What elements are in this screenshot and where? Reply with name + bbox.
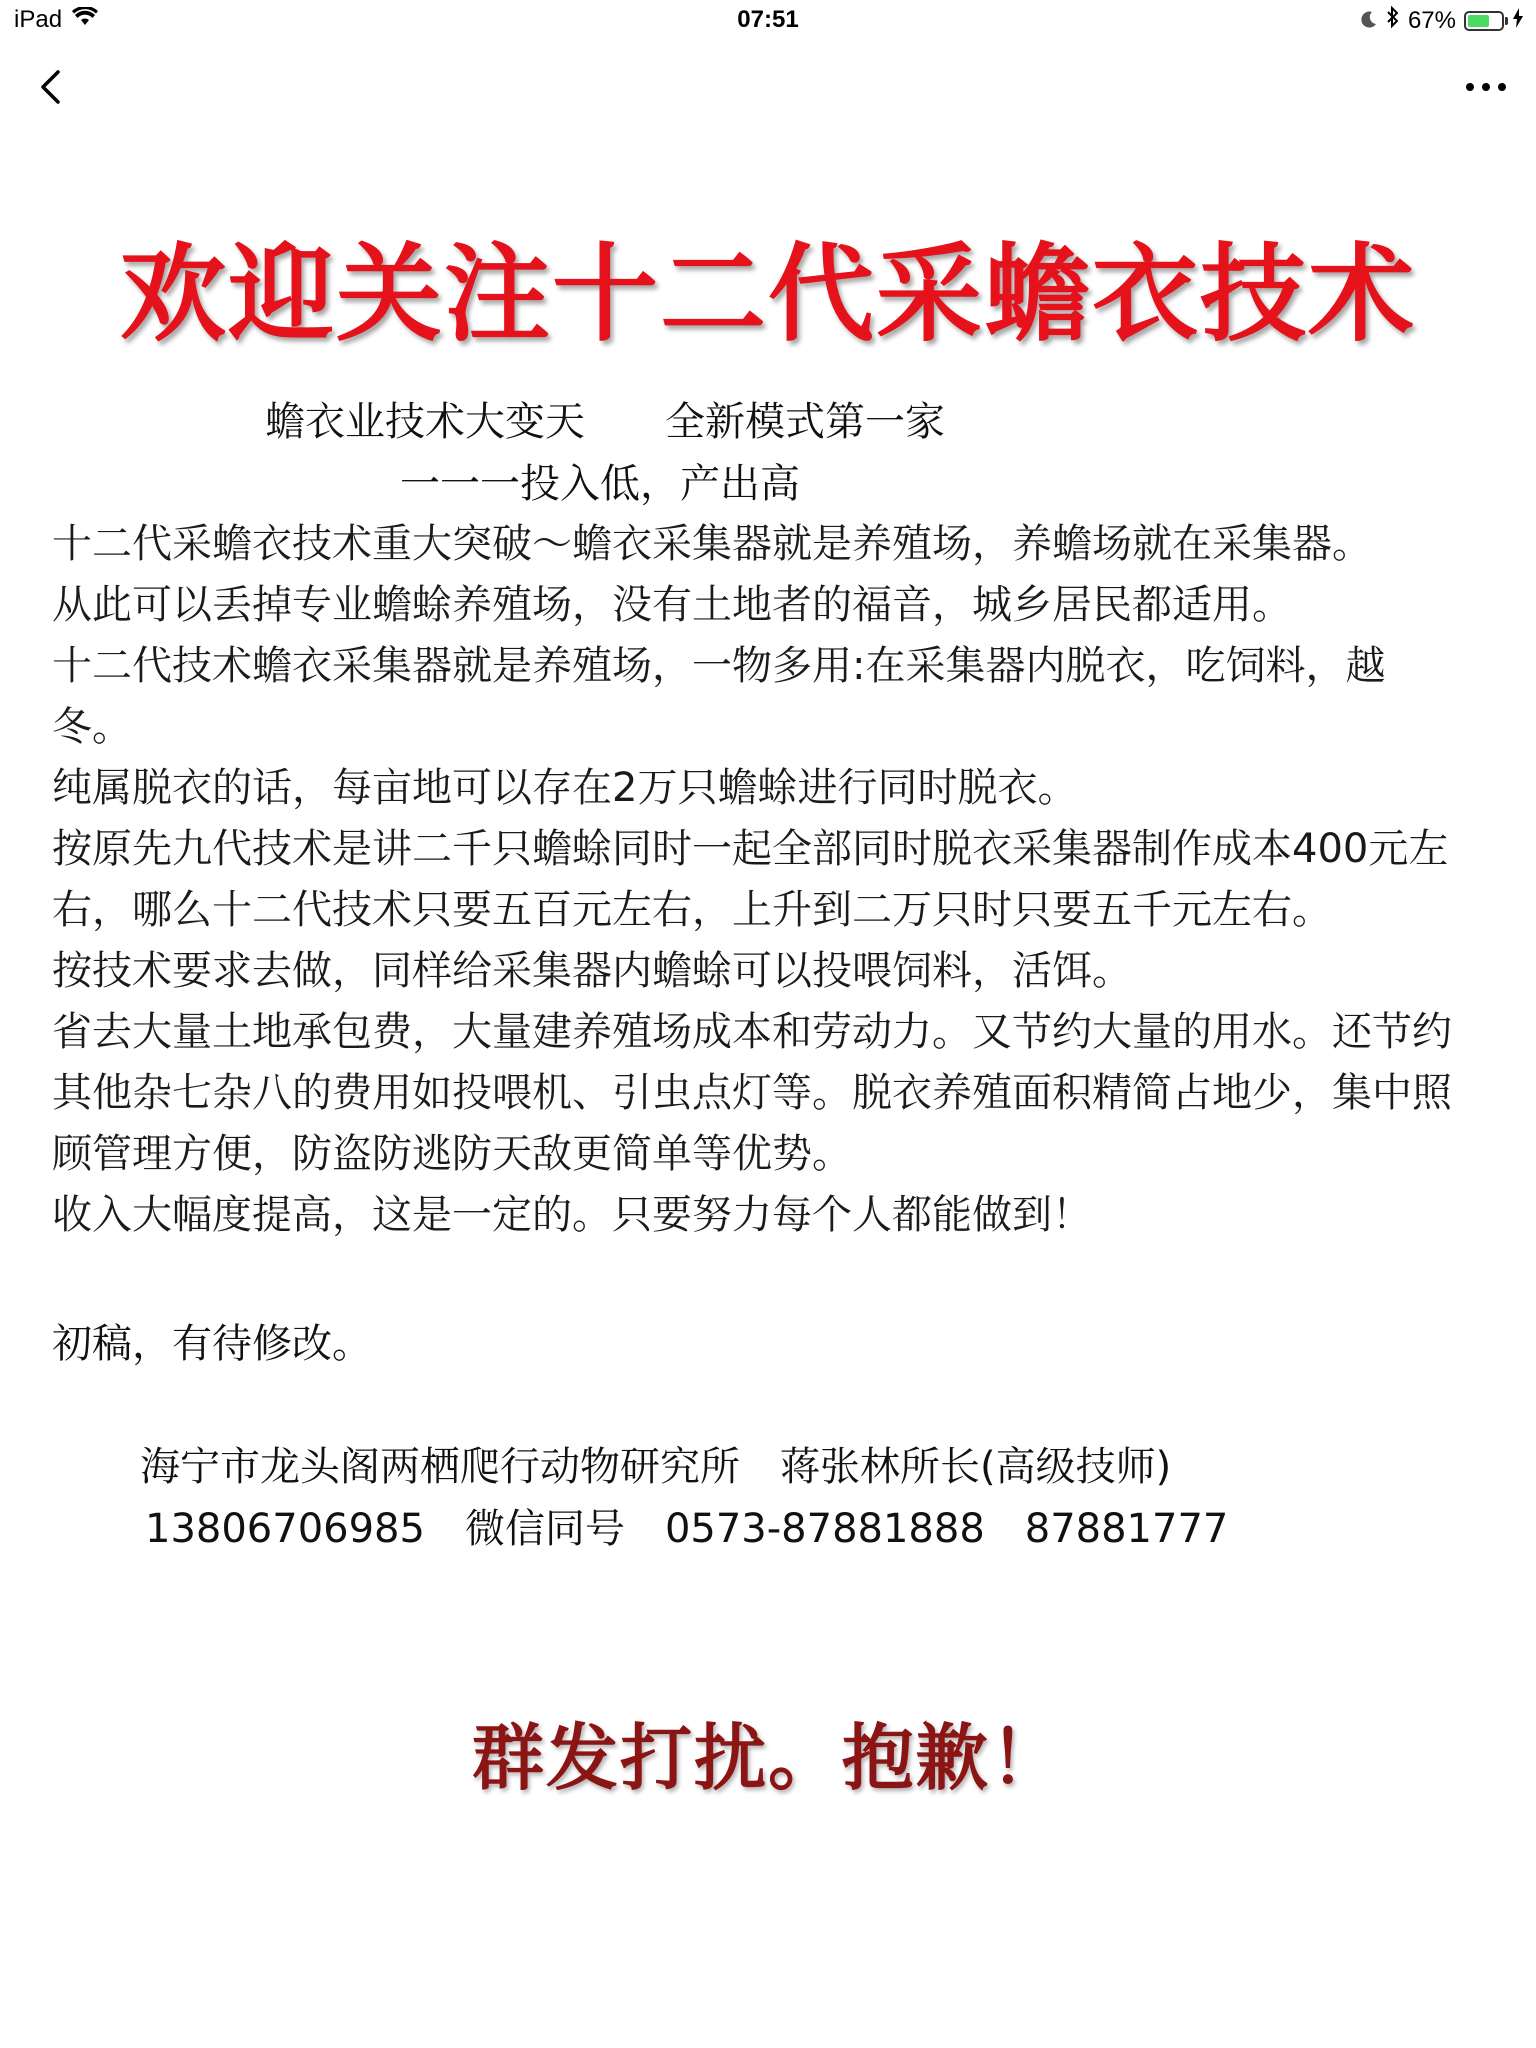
article-paragraph — [52, 514, 1492, 1246]
paragraph-line: 右，哪么十二代技术只要五百元左右，上升到二万只时只要五千元左右。 — [52, 887, 1332, 933]
paragraph-line: 省去大量土地承包费，大量建养殖场成本和劳动力。又节约大量的用水。还节约 — [52, 1009, 1452, 1055]
chevron-left-icon — [30, 97, 80, 116]
paragraph-line: 按原先九代技术是讲二千只蟾蜍同时一起全部同时脱衣采集器制作成本400元左 — [52, 826, 1449, 872]
status-bar — [0, 0, 1536, 40]
back-button[interactable] — [30, 62, 80, 112]
status-right — [1360, 6, 1524, 35]
battery-level — [1468, 15, 1489, 27]
organization-signature: 海宁市龙头阁两栖爬行动物研究所 蒋张林所长(高级技师) — [140, 1444, 1172, 1490]
moon-icon — [1360, 7, 1378, 35]
slogan-line-1: 蟾衣业技术大变天 全新模式第一家 — [265, 399, 945, 445]
device-label: iPad — [14, 6, 63, 33]
draft-note: 初稿，有待修改。 — [52, 1321, 372, 1367]
ellipsis-icon — [1456, 97, 1516, 116]
paragraph-line: 纯属脱衣的话，每亩地可以存在2万只蟾蜍进行同时脱衣。 — [52, 765, 1078, 811]
navigation-bar — [0, 40, 1536, 130]
paragraph-line: 按技术要求去做，同样给采集器内蟾蜍可以投喂饲料，活饵。 — [52, 948, 1132, 994]
paragraph-line: 从此可以丢掉专业蟾蜍养殖场，没有土地者的福音，城乡居民都适用。 — [52, 582, 1292, 628]
paragraph-line: 十二代技术蟾衣采集器就是养殖场，一物多用:在采集器内脱衣，吃饲料，越 — [52, 643, 1386, 689]
paragraph-line: 十二代采蟾衣技术重大突破～蟾衣采集器就是养殖场，养蟾场就在采集器。 — [52, 521, 1372, 567]
paragraph-line: 顾管理方便，防盗防逃防天敌更简单等优势。 — [52, 1131, 852, 1177]
paragraph-line: 其他杂七杂八的费用如投喂机、引虫点灯等。脱衣养殖面积精简占地少，集中照 — [52, 1070, 1452, 1116]
apology-text: 群发打扰。抱歉！ — [471, 1716, 1064, 1800]
slogan-line-2: 一一一投入低，产出高 — [400, 461, 800, 507]
battery-icon — [1464, 11, 1504, 31]
charging-icon — [1512, 7, 1524, 35]
battery-percent: 67% — [1407, 6, 1456, 34]
more-options-button[interactable] — [1456, 62, 1516, 112]
status-time: 07:51 — [737, 6, 799, 33]
bluetooth-icon — [1386, 6, 1400, 35]
contact-info: 13806706985 微信同号 0573-87881888 87881777 — [145, 1506, 1229, 1552]
article-headline: 欢迎关注十二代采蟾衣技术 — [120, 233, 1416, 356]
paragraph-line: 收入大幅度提高，这是一定的。只要努力每个人都能做到！ — [52, 1192, 1092, 1238]
paragraph-line: 冬。 — [52, 704, 132, 750]
